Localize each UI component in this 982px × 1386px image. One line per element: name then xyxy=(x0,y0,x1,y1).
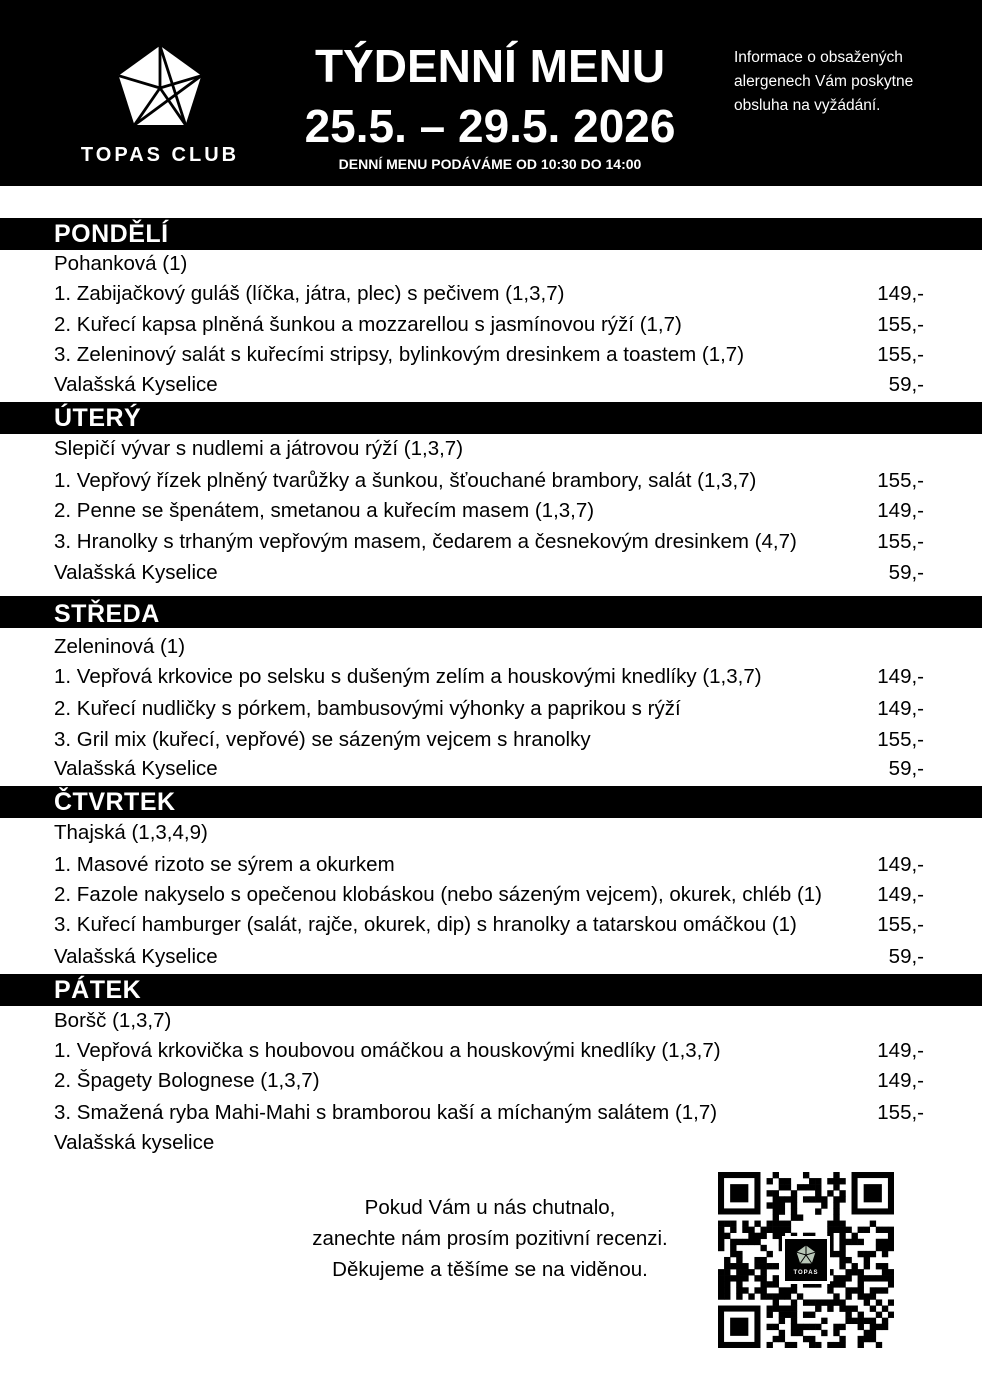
allergen-note-line: alergenech Vám poskytne xyxy=(734,73,914,90)
menu-item xyxy=(54,370,924,400)
menu-item-name: 3. Smažená ryba Mahi-Mahi s bramborou kaší a míchaným salátem (1,7) xyxy=(54,1101,718,1124)
header xyxy=(0,0,982,186)
serving-hours: DENNÍ MENU PODÁVÁME OD 10:30 DO 14:00 xyxy=(338,156,642,172)
menu-item-name: Valašská Kyselice xyxy=(54,757,218,780)
menu-item-price: 59,- xyxy=(888,945,924,968)
menu-item-price: 59,- xyxy=(888,757,924,780)
menu-dates: 25.5. – 29.5. 2026 xyxy=(304,100,676,152)
menu-item-price: 155,- xyxy=(877,343,924,366)
menu-item xyxy=(54,818,924,848)
menu-item-name: Valašská kyselice xyxy=(54,1131,215,1154)
menu-item-price: 149,- xyxy=(877,853,924,876)
menu-item xyxy=(54,754,924,784)
menu-item-name: 1. Zabijačkový guláš (líčka, játra, plec) s pečivem (1,3,7) xyxy=(54,282,565,305)
menu-item xyxy=(54,942,924,972)
menu-item-name: Slepičí vývar s nudlemi a játrovou rýží (1,3,7) xyxy=(54,437,464,460)
menu-item-name: 2. Penne se špenátem, smetanou a kuřecím masem (1,3,7) xyxy=(54,499,595,522)
menu-title: TÝDENNÍ MENU xyxy=(314,40,666,92)
day-name: PÁTEK xyxy=(54,976,142,1004)
menu-item xyxy=(54,1066,924,1096)
menu-item-name: Pohanková (1) xyxy=(54,252,188,275)
pentagon-logo-icon xyxy=(116,44,204,132)
menu-item-price: 149,- xyxy=(877,697,924,720)
menu-item-name: 3. Zeleninový salát s kuřecími stripsy, bylinkovým dresinkem a toastem (1,7) xyxy=(54,343,745,366)
day-name: ČTVRTEK xyxy=(54,788,176,816)
review-request xyxy=(280,1192,700,1285)
menu-item-name: 3. Gril mix (kuřecí, vepřové) se sázeným vejcem s hranolky xyxy=(54,728,591,751)
menu-item xyxy=(54,880,924,910)
menu-item-price: 155,- xyxy=(877,728,924,751)
menu-item-name: 2. Špagety Bolognese (1,3,7) xyxy=(54,1069,320,1092)
menu-item-name: 3. Kuřecí hamburger (salát, rajče, okurek, dip) s hranolky a tatarskou omáčkou (1) xyxy=(54,913,797,936)
qr-center-logo xyxy=(782,1236,830,1284)
day-header-thursday xyxy=(0,786,982,818)
menu-item xyxy=(54,434,924,464)
menu-item xyxy=(54,910,924,940)
menu-item-name: Valašská Kyselice xyxy=(54,945,218,968)
menu-item-price: 155,- xyxy=(877,530,924,553)
menu-item-price: 155,- xyxy=(877,1101,924,1124)
menu-item-price: 59,- xyxy=(888,561,924,584)
menu-item xyxy=(54,496,924,526)
menu-item-name: 2. Kuřecí nudličky s pórkem, bambusovými výhonky a paprikou s rýží xyxy=(54,697,681,720)
allergen-note xyxy=(734,46,974,118)
footer-line: zanechte nám prosím pozitivní recenzi. xyxy=(312,1227,668,1250)
menu-item-name: Valašská Kyselice xyxy=(54,561,218,584)
menu-item xyxy=(54,662,924,692)
menu-item-name: 1. Masové rizoto se sýrem a okurkem xyxy=(54,853,395,876)
menu-item xyxy=(54,340,924,370)
menu-item xyxy=(54,1036,924,1066)
menu-item-name: Boršč (1,3,7) xyxy=(54,1009,172,1032)
day-header-wednesday xyxy=(0,596,982,628)
review-qr-code[interactable] xyxy=(718,1172,894,1348)
menu-item-price: 149,- xyxy=(877,1039,924,1062)
menu-item xyxy=(54,1128,924,1158)
footer-line: Děkujeme a těšíme se na viděnou. xyxy=(332,1258,648,1281)
pentagon-logo-icon xyxy=(796,1245,816,1265)
allergen-note-line: Informace o obsažených xyxy=(734,49,903,66)
allergen-note-line: obsluha na vyžádání. xyxy=(734,97,881,114)
day-name: PONDĚLÍ xyxy=(54,220,169,248)
menu-item-name: Zeleninová (1) xyxy=(54,635,186,658)
menu-item xyxy=(54,527,924,557)
menu-item-price: 149,- xyxy=(877,665,924,688)
menu-item-price: 59,- xyxy=(888,373,924,396)
menu-item-name: 1. Vepřová krkovice po selsku s dušeným zelím a houskovými knedlíky (1,3,7) xyxy=(54,665,762,688)
menu-item-name: Valašská Kyselice xyxy=(54,373,218,396)
menu-item xyxy=(54,279,924,309)
menu-item xyxy=(54,466,924,496)
menu-item xyxy=(54,632,924,662)
menu-item xyxy=(54,1006,924,1036)
menu-item xyxy=(54,694,924,724)
menu-item-name: 3. Hranolky s trhaným vepřovým masem, čedarem a česnekovým dresinkem (4,7) xyxy=(54,530,797,553)
footer-line: Pokud Vám u nás chutnalo, xyxy=(364,1196,616,1219)
day-header-friday xyxy=(0,974,982,1006)
menu-item-price: 155,- xyxy=(877,913,924,936)
menu-item-name: 1. Vepřová krkovička s houbovou omáčkou a houskovými knedlíky (1,3,7) xyxy=(54,1039,721,1062)
day-header-monday xyxy=(0,218,982,250)
menu-item xyxy=(54,850,924,880)
qr-logo-text: TOPAS xyxy=(793,1270,819,1276)
brand-name: TOPAS CLUB xyxy=(80,144,240,166)
day-header-tuesday xyxy=(0,402,982,434)
menu-item xyxy=(54,249,924,279)
menu-item-name: 2. Kuřecí kapsa plněná šunkou a mozzarellou s jasmínovou rýží (1,7) xyxy=(54,313,682,336)
menu-item xyxy=(54,558,924,588)
menu-item xyxy=(54,725,924,755)
menu-item-price: 149,- xyxy=(877,282,924,305)
topas-club-logo xyxy=(68,40,252,170)
menu-item-name: 1. Vepřový řízek plněný tvarůžky a šunkou, šťouchané brambory, salát (1,3,7) xyxy=(54,469,757,492)
menu-item-price: 155,- xyxy=(877,469,924,492)
menu-item-name: Thajská (1,3,4,9) xyxy=(54,821,208,844)
menu-item-price: 149,- xyxy=(877,883,924,906)
menu-item xyxy=(54,310,924,340)
menu-item-price: 155,- xyxy=(877,313,924,336)
menu-item-price: 149,- xyxy=(877,499,924,522)
day-name: ÚTERÝ xyxy=(54,404,142,432)
menu-item xyxy=(54,1098,924,1128)
day-name: STŘEDA xyxy=(54,600,160,628)
menu-item-name: 2. Fazole nakyselo s opečenou klobáskou (nebo sázeným vejcem), okurek, chléb (1) xyxy=(54,883,823,906)
menu-item-price: 149,- xyxy=(877,1069,924,1092)
